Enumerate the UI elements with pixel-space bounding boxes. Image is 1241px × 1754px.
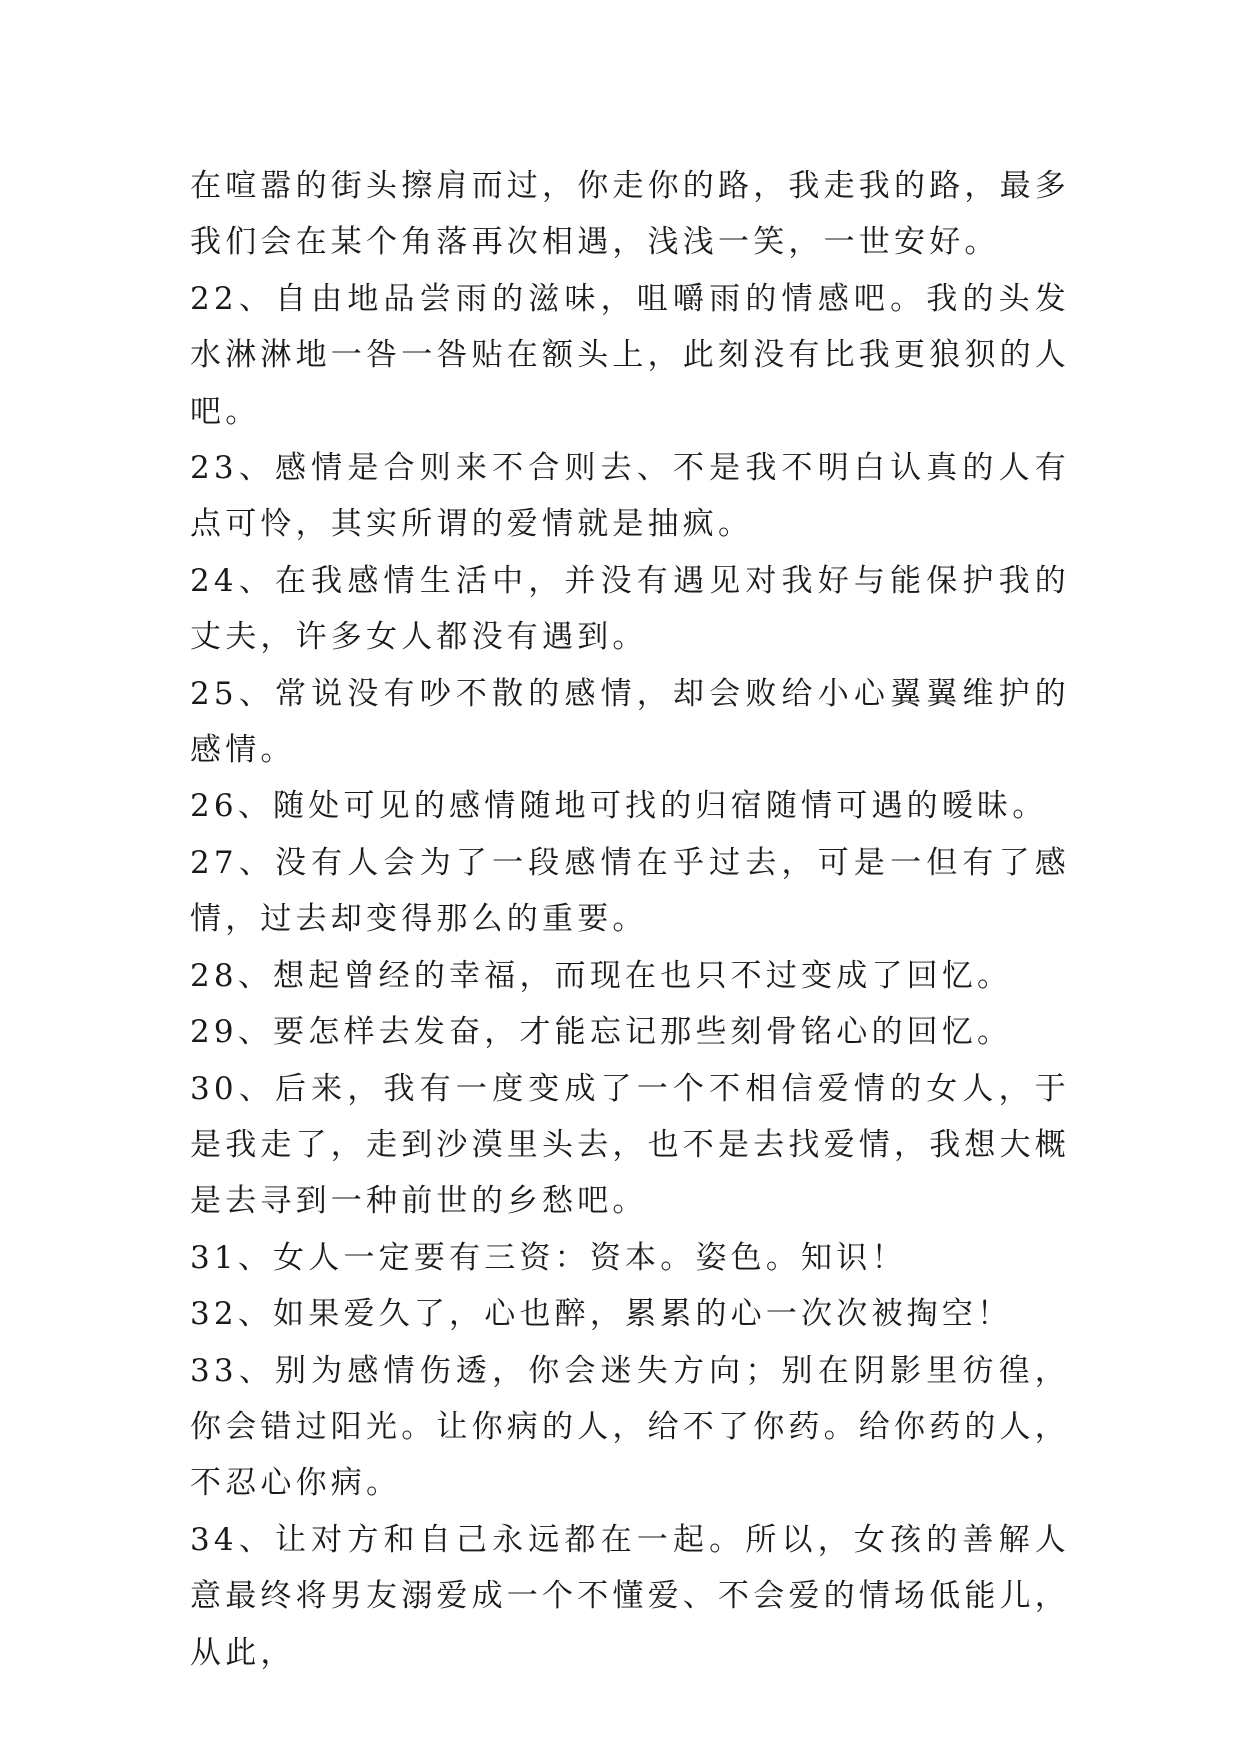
paragraph-30: 30、后来，我有一度变成了一个不相信爱情的女人，于是我走了，走到沙漠里头去，也不是去找爱情，我想大概是去寻到一种前世的乡愁吧。 <box>190 1070 1070 1220</box>
paragraph-34: 34、让对方和自己永远都在一起。所以，女孩的善解人意最终将男友溺爱成一个不懂爱、不会爱的情场低能儿，从此， <box>190 1521 1070 1671</box>
paragraph-29: 29、要怎样去发奋，才能忘记那些刻骨铭心的回忆。 <box>190 1014 1013 1051</box>
paragraph-26: 26、随处可见的感情随地可找的归宿随情可遇的暧昧。 <box>190 788 1048 825</box>
paragraph-33: 33、别为感情伤透，你会迷失方向；别在阴影里彷徨，你会错过阳光。让你病的人，给不了你药。给你药的人，不忍心你病。 <box>190 1352 1070 1502</box>
paragraph-27: 27、没有人会为了一段感情在乎过去，可是一但有了感情，过去却变得那么的重要。 <box>190 844 1070 938</box>
paragraph-24: 24、在我感情生活中，并没有遇见对我好与能保护我的丈夫，许多女人都没有遇到。 <box>190 562 1070 656</box>
paragraph-32: 32、如果爱久了，心也醉，累累的心一次次被掏空！ <box>190 1296 1013 1333</box>
paragraph-23: 23、感情是合则来不合则去、不是我不明白认真的人有点可怜，其实所谓的爱情就是抽疯。 <box>190 450 1070 543</box>
paragraph-22: 22、自由地品尝雨的滋味，咀嚼雨的情感吧。我的头发水淋淋地一咎一咎贴在额头上，此刻没有比我更狼狈的人吧。 <box>190 280 1070 430</box>
paragraph-28: 28、想起曾经的幸福，而现在也只不过变成了回忆。 <box>190 957 1013 994</box>
document-body <box>190 158 1070 1681</box>
paragraph-intro: 在喧嚣的街头擦肩而过，你走你的路，我走我的路，最多我们会在某个角落再次相遇，浅浅一笑，一世安好。 <box>190 168 1070 261</box>
paragraph-25: 25、常说没有吵不散的感情，却会败给小心翼翼维护的感情。 <box>190 675 1070 769</box>
paragraph-31: 31、女人一定要有三资：资本。姿色。知识！ <box>190 1239 907 1276</box>
